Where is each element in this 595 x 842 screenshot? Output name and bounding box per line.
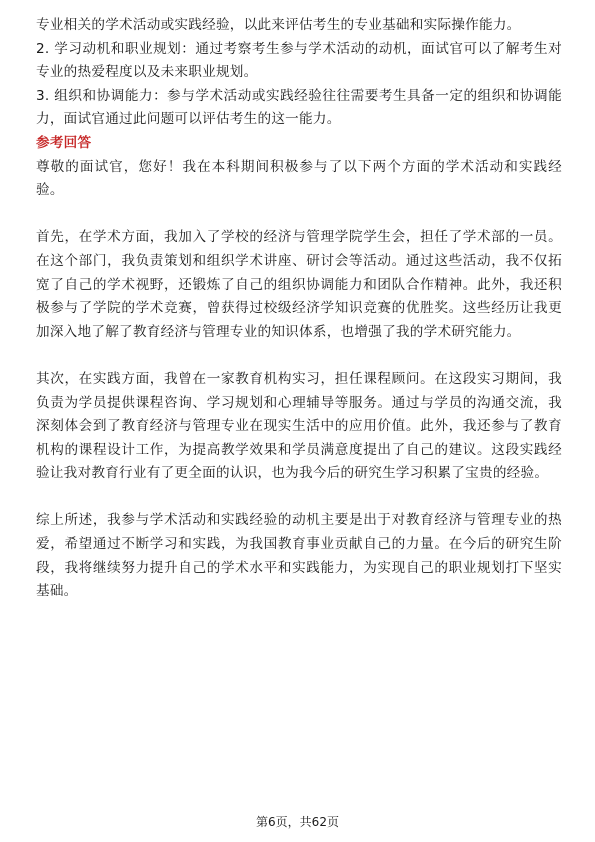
list-item-organization: 3. 组织和协调能力：参与学术活动或实践经验往往需要考生具备一定的组织和协调能力，面试官通过此问题可以评估考生的这一能力。 [36,87,562,128]
paragraph-spacer [36,203,562,227]
paragraph-academic: 首先，在学术方面，我加入了学校的经济与管理学院学生会，担任了学术部的一员。在这个部门，我负责策划和组织学术讲座、研讨会等活动。通过这些活动，我不仅拓宽了自己的学术视野，还锻炼了自己的组织协调能力和团队合作精神。此外，我还积极参与了学院的学术竞赛，曾获得过校级经济学知识竞赛的优胜奖。这些经历让我更加深入地了解了教育经济与管理专业的知识体系，也增强了我的学术研究能力。 [36,229,562,340]
list-item-motivation: 2. 学习动机和职业规划：通过考察考生参与学术活动的动机，面试官可以了解考生对专业的热爱程度以及未来职业规划。 [36,40,562,81]
intro-line: 专业相关的学术活动或实践经验，以此来评估考生的专业基础和实际操作能力。 [36,17,521,33]
page-content [36,14,562,604]
page-number: 第6页，共62页 [256,815,339,829]
paragraph-spacer [36,486,562,510]
paragraph-summary: 综上所述，我参与学术活动和实践经验的动机主要是出于对教育经济与管理专业的热爱，希望通过不断学习和实践，为我国教育事业贡献自己的力量。在今后的研究生阶段，我将继续努力提升自己的学术水平和实践能力，为实现自己的职业规划打下坚实基础。 [36,512,562,600]
paragraph-practice: 其次，在实践方面，我曾在一家教育机构实习，担任课程顾问。在这段实习期间，我负责为学员提供课程咨询、学习规划和心理辅导等服务。通过与学员的沟通交流，我深刻体会到了教育经济与管理专业在现实生活中的应用价值。此外，我还参与了教育机构的课程设计工作，为提高教学效果和学员满意度提出了自己的建议。这段实践经验让我对教育行业有了更全面的认识，也为我今后的研究生学习积累了宝贵的经验。 [36,370,562,482]
paragraph-greeting: 尊敬的面试官，您好！我在本科期间积极参与了以下两个方面的学术活动和实践经验。 [36,158,562,199]
paragraph-spacer [36,344,562,368]
answer-heading: 参考回答 [36,134,92,151]
